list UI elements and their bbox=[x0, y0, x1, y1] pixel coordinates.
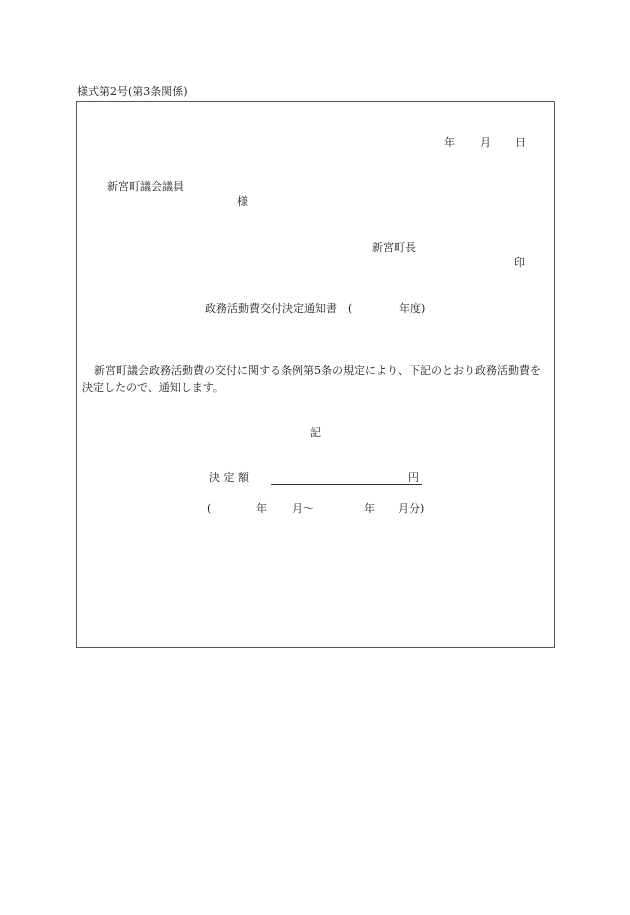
period-start-month: 月～ bbox=[292, 502, 314, 515]
ki-heading: 記 bbox=[310, 426, 321, 439]
amount-unit: 円 bbox=[408, 471, 419, 484]
seal-mark: 印 bbox=[514, 256, 525, 269]
period-start-year: 年 bbox=[256, 502, 267, 515]
period-end-month: 月分) bbox=[398, 502, 425, 515]
addressee: 新宮町議会議員 bbox=[107, 180, 184, 193]
form-number-label: 様式第2号(第3条関係) bbox=[77, 85, 188, 98]
notice-body: 新宮町議会政務活動費の交付に関する条例第5条の規定により、下記のとおり政務活動費を決定したので、通知します。 bbox=[82, 364, 541, 394]
period-end-year: 年 bbox=[364, 502, 375, 515]
issuer: 新宮町長 bbox=[372, 241, 416, 254]
document-title: 政務活動費交付決定通知書 bbox=[205, 302, 337, 315]
amount-blank-line bbox=[271, 484, 422, 485]
decided-amount-label: 決 定 額 bbox=[209, 471, 249, 484]
title-paren-open: ( bbox=[348, 302, 353, 315]
title-fiscal-year: 年度) bbox=[399, 302, 426, 315]
date-day: 日 bbox=[515, 136, 526, 149]
date-year: 年 bbox=[444, 136, 455, 149]
period-paren-open: ( bbox=[207, 502, 212, 515]
date-month: 月 bbox=[480, 136, 491, 149]
honorific: 様 bbox=[237, 195, 248, 208]
